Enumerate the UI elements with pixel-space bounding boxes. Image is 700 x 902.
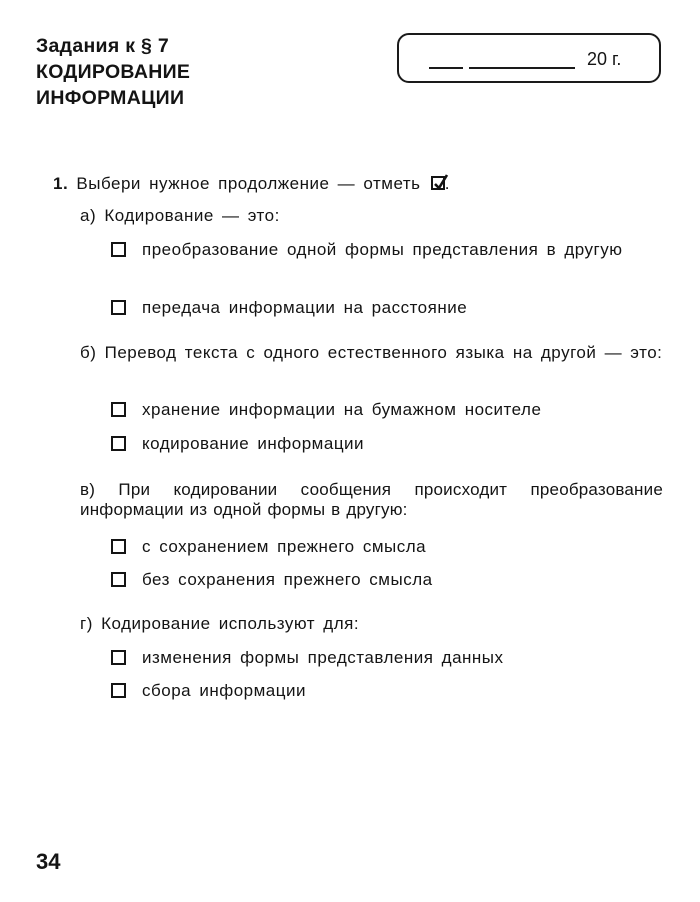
- part-c-option-1-checkbox[interactable]: [111, 539, 126, 554]
- page-title: [36, 33, 190, 111]
- part-c-prompt: в) При кодировании сообщения происходит преобразование информации из одной формы в другую:: [80, 480, 663, 519]
- part-a-option-2-label: передача информации на расстояние: [142, 298, 468, 317]
- part-a-option-1-checkbox[interactable]: [111, 242, 126, 257]
- part-d-option-1-label: изменения формы представления данных: [142, 648, 504, 667]
- task-instruction-text: Выбери нужное продолжение — отметь: [76, 174, 421, 193]
- task-instruction: [53, 174, 450, 194]
- part-d-option-2-label: сбора информации: [142, 681, 306, 700]
- part-b-option-1-label: хранение информации на бумажном носителе: [142, 400, 542, 419]
- date-month-blank[interactable]: [469, 67, 575, 69]
- part-a-option-2-checkbox[interactable]: [111, 300, 126, 315]
- task-instruction-end: .: [444, 174, 450, 193]
- page-number: 34: [36, 849, 61, 874]
- part-b-option-2-label: кодирование информации: [142, 434, 365, 453]
- part-d-option-2-checkbox[interactable]: [111, 683, 126, 698]
- title-line-1: Задания к § 7: [36, 35, 170, 57]
- title-line-2: КОДИРОВАНИЕ: [36, 61, 191, 83]
- check-icon: [431, 176, 445, 190]
- part-d-option-1-checkbox[interactable]: [111, 650, 126, 665]
- date-day-blank[interactable]: [429, 67, 463, 69]
- part-a-prompt: а) Кодирование — это:: [80, 206, 280, 225]
- date-year-label: 20 г.: [587, 49, 622, 69]
- part-c-option-2-checkbox[interactable]: [111, 572, 126, 587]
- part-b-prompt: б) Перевод текста с одного естественного языка на другой — это:: [80, 343, 663, 362]
- part-a-option-1-label: преобразование одной формы представления в другую: [142, 240, 623, 259]
- part-c-option-2-label: без сохранения прежнего смысла: [142, 570, 433, 589]
- part-c-option-1-label: с сохранением прежнего смысла: [142, 537, 427, 556]
- title-line-3: ИНФОРМАЦИИ: [36, 87, 185, 109]
- part-b-option-2-checkbox[interactable]: [111, 436, 126, 451]
- part-b-option-1-checkbox[interactable]: [111, 402, 126, 417]
- date-box: [397, 33, 661, 83]
- part-d-prompt: г) Кодирование используют для:: [80, 614, 360, 633]
- task-number: 1.: [53, 174, 69, 193]
